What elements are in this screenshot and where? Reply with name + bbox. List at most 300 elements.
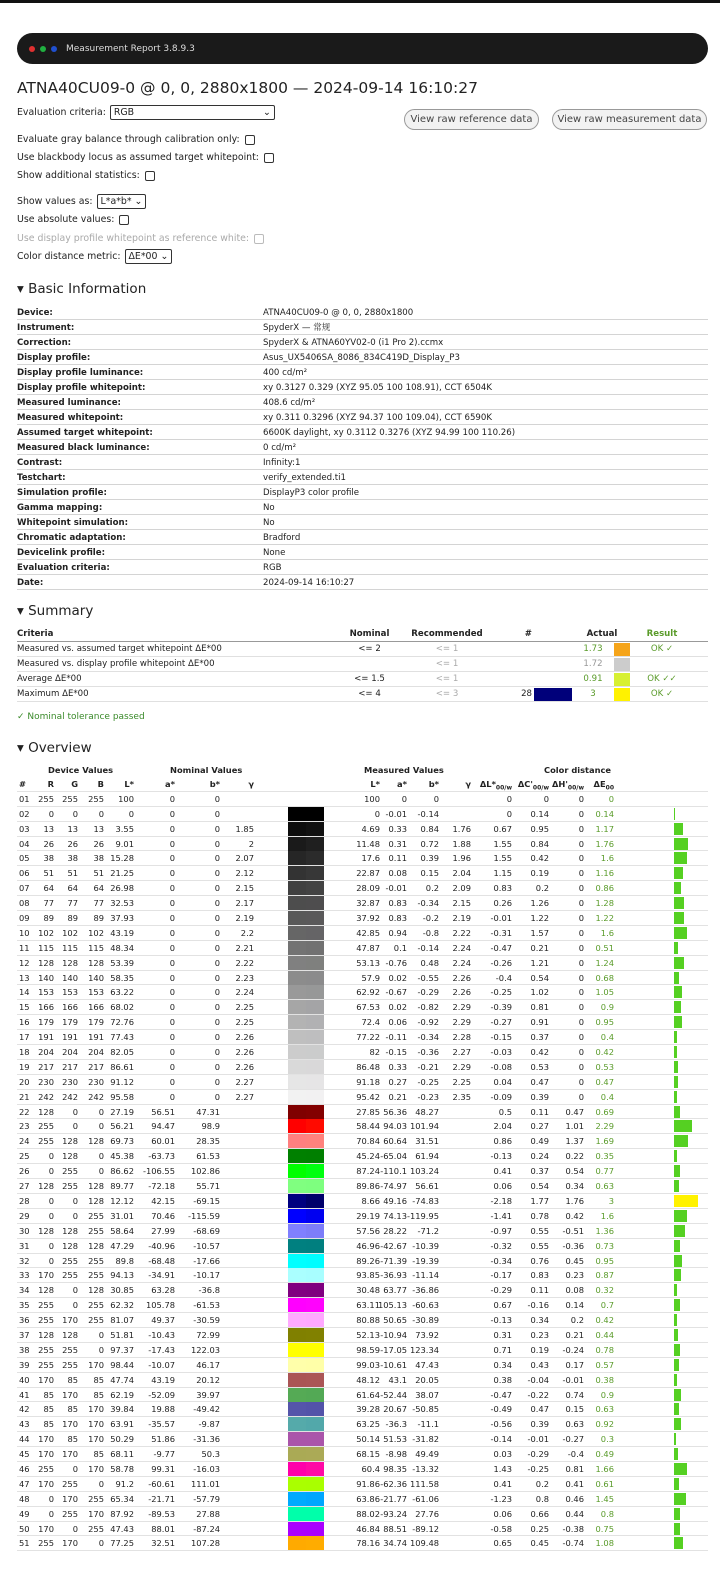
overview-cell: 0.34 [493,1359,512,1370]
overview-cell: 37.92 [356,913,380,924]
overview-row [17,1209,708,1224]
summary-row [17,642,708,657]
overview-cell: 49.49 [415,1449,439,1460]
overview-cell: 25 [19,1151,30,1162]
summary-result: OK ✓ [650,644,674,654]
overview-cell: 85 [67,1404,78,1415]
overview-cell: 0 [48,1255,54,1266]
overview-cell: 0 [169,1061,175,1072]
overview-cell: -0.21 [417,1061,439,1072]
overview-cell: 94.03 [383,1121,407,1132]
overview-row [17,1328,708,1343]
overview-cell: 0.26 [493,898,512,909]
info-label: Date: [17,578,44,588]
overview-cell: 0.53 [530,1061,549,1072]
overview-cell: 0 [214,898,220,909]
delta-e-bar [674,1061,678,1073]
blackbody-checkbox[interactable] [264,153,274,163]
delta-e-bar [674,1225,685,1237]
overview-cell: 41 [19,1389,30,1400]
overview-cell: 0 [578,1032,584,1043]
overview-row [17,1194,708,1209]
overview-cell: 1.96 [452,853,471,864]
overview-cell: 0 [214,868,220,879]
overview-cell: 0.33 [388,823,407,834]
nominal-color-swatch [288,866,306,880]
delta-e-bar [674,1284,677,1296]
overview-cell: 63.77 [383,1285,407,1296]
info-label: Whitepoint simulation: [17,518,129,528]
overview-cell: 128 [38,1225,54,1236]
overview-cell: 0.14 [530,808,549,819]
overview-heading[interactable]: ▾ Overview [17,740,92,756]
info-label: Measured luminance: [17,398,121,408]
overview-cell: 0.46 [565,1493,584,1504]
overview-cell: 1.17 [595,823,614,834]
overview-cell: 20.67 [383,1404,407,1415]
info-label: Display profile: [17,353,91,363]
overview-cell: 101.94 [409,1121,439,1132]
overview-cell: 38 [93,853,104,864]
overview-cell: 100 [364,793,380,804]
overview-cell: 128 [62,1225,78,1236]
info-label: Display profile whitepoint: [17,383,146,393]
measured-color-swatch [306,1507,324,1521]
overview-cell: 255 [88,1210,104,1221]
overview-cell: 2.26 [235,1032,254,1043]
view-raw-measurement-button[interactable]: View raw measurement data [552,109,707,130]
overview-cell: 128 [88,1181,104,1192]
overview-cell: 0.06 [493,1508,512,1519]
minimize-window-icon[interactable] [51,46,57,52]
overview-cell: 0.08 [388,868,407,879]
overview-cell: 0.54 [565,1166,584,1177]
overview-cell: 99.03 [356,1359,380,1370]
measured-color-swatch [306,1268,324,1282]
overview-cell: -10.43 [148,1329,175,1340]
overview-header-cell: L* [370,779,380,789]
overview-cell: -11.14 [412,1270,439,1281]
overview-cell: 0.78 [595,1344,614,1355]
nominal-color-swatch [288,1402,306,1416]
overview-cell: 53.13 [356,957,380,968]
overview-cell: 0 [578,793,584,804]
info-row [17,305,708,320]
overview-cell: 51 [93,868,104,879]
overview-row [17,1134,708,1149]
delta-e-bar [674,986,682,998]
overview-cell: 170 [62,1419,78,1430]
overview-cell: 10 [19,927,30,938]
overview-cell: 0.61 [595,1478,614,1489]
overview-cell: -21.71 [148,1493,175,1504]
overview-cell: 0.65 [493,1538,512,1549]
overview-cell: 0.42 [565,1210,584,1221]
overview-cell: 28.22 [383,1225,407,1236]
nominal-color-swatch [288,1254,306,1268]
overview-row [17,1164,708,1179]
overview-cell: 107.28 [190,1538,220,1549]
overview-cell: 88.01 [151,1523,175,1534]
nominal-color-swatch [288,1164,306,1178]
measured-color-swatch [306,1179,324,1193]
overview-cell: 13 [93,823,104,834]
info-value: 2024-09-14 16:10:27 [263,578,355,588]
overview-cell: 19 [19,1061,30,1072]
overview-cell: -0.29 [527,1449,549,1460]
overview-cell: 20.12 [196,1374,220,1385]
overview-cell: 115 [62,942,78,953]
overview-cell: 0.7 [600,1300,614,1311]
overview-cell: -0.14 [417,808,439,819]
overview-cell: 170 [88,1434,104,1445]
overview-cell: 0.72 [420,838,439,849]
measured-color-swatch [306,1447,324,1461]
overview-cell: 0.14 [565,1300,584,1311]
overview-cell: 0 [169,987,175,998]
nominal-color-swatch [288,971,306,985]
show-values-select[interactable]: L*a*b* ⌄ [97,194,147,209]
overview-cell: 82.05 [110,1047,134,1058]
nominal-color-swatch [288,881,306,895]
overview-cell: 0.33 [388,1061,407,1072]
overview-cell: 0.17 [565,1359,584,1370]
overview-cell: 123.34 [409,1344,439,1355]
info-row [17,455,708,470]
overview-cell: 0 [169,883,175,894]
overview-cell: 85 [67,1434,78,1445]
measured-color-swatch [306,971,324,985]
overview-cell: 255 [62,1270,78,1281]
overview-cell: 0.81 [530,1002,549,1013]
overview-cell: 0.22 [565,1151,584,1162]
overview-row [17,941,708,956]
overview-cell: 0.76 [530,1255,549,1266]
maximize-window-icon[interactable] [40,46,46,52]
overview-cell: 89.8 [115,1255,134,1266]
overview-cell: 72.76 [110,1017,134,1028]
nominal-color-swatch [288,1239,306,1253]
overview-cell: 94.13 [110,1270,134,1281]
overview-cell: 46.17 [196,1359,220,1370]
overview-row [17,1179,708,1194]
overview-row [17,1090,708,1105]
overview-cell: 26 [43,838,54,849]
overview-cell: 0 [578,1047,584,1058]
overview-cell: 2.24 [452,942,471,953]
overview-cell: 50.3 [201,1449,220,1460]
additional-stats-control: Show additional statistics: [17,170,155,181]
nominal-color-swatch [288,911,306,925]
measured-color-swatch [306,911,324,925]
overview-row [17,1507,708,1522]
overview-cell: 78.16 [356,1538,380,1549]
overview-cell: 0.73 [595,1240,614,1251]
overview-cell: 0.15 [565,1404,584,1415]
measured-color-swatch [306,822,324,836]
summary-patch-swatch [534,673,572,686]
overview-cell: 170 [38,1449,54,1460]
overview-cell: 86.61 [110,1061,134,1072]
gray-balance-checkbox[interactable] [245,135,255,145]
overview-cell: -0.47 [490,1389,512,1400]
overview-cell: 0.54 [530,1181,549,1192]
nominal-color-swatch [288,1030,306,1044]
measured-color-swatch [306,985,324,999]
overview-cell: -0.13 [490,1151,512,1162]
delta-e-bar [674,1106,680,1118]
overview-cell: 0 [98,1106,104,1117]
overview-cell: -0.27 [490,1017,512,1028]
overview-cell: 0 [608,793,614,804]
overview-cell: 255 [88,1493,104,1504]
delta-e-bar [674,1150,677,1162]
summary-heading[interactable]: ▾ Summary [17,603,94,619]
delta-e-bar [674,1046,677,1058]
overview-cell: 36 [19,1315,30,1326]
nominal-color-swatch [288,1313,306,1327]
absolute-values-control: Use absolute values: [17,214,129,225]
overview-cell: 2.15 [452,898,471,909]
overview-cell: -0.25 [527,1463,549,1474]
overview-cell: -36.86 [412,1285,439,1296]
overview-cell: -0.25 [490,987,512,998]
overview-cell: 0 [72,1210,78,1221]
basic-information-heading[interactable]: ▾ Basic Information [17,281,147,297]
delta-e-bar [674,1329,678,1341]
overview-cell: 128 [88,1195,104,1206]
overview-row [17,956,708,971]
measured-color-swatch [306,1015,324,1029]
measured-color-swatch [306,866,324,880]
overview-cell: 0.42 [595,1047,614,1058]
absolute-values-checkbox[interactable] [119,215,129,225]
overview-cell: 2.22 [452,927,471,938]
overview-cell: 0.55 [530,1240,549,1251]
measured-color-swatch [306,1388,324,1402]
info-row [17,575,708,590]
overview-cell: -30.89 [412,1315,439,1326]
overview-cell: 51.53 [383,1434,407,1445]
measured-color-swatch [306,1432,324,1446]
overview-group-label: Nominal Values [170,765,243,775]
overview-cell: 56.36 [383,1106,407,1117]
close-window-icon[interactable] [29,46,35,52]
overview-cell: 1.16 [595,868,614,879]
overview-cell: 191 [38,1032,54,1043]
overview-cell: -0.67 [385,987,407,998]
delta-e-bar [674,957,684,969]
color-distance-select[interactable]: ΔE*00 ⌄ [125,249,173,264]
additional-stats-checkbox[interactable] [145,171,155,181]
overview-cell: 57.56 [356,1225,380,1236]
overview-row [17,1402,708,1417]
overview-cell: -74.97 [380,1181,407,1192]
overview-cell: 128 [38,1285,54,1296]
overview-cell: 0 [72,1121,78,1132]
overview-cell: -0.01 [385,808,407,819]
overview-header-cell: $\Delta H'_{00/w}$ [552,779,584,792]
overview-cell: 0 [214,1047,220,1058]
overview-cell: 102 [38,927,54,938]
overview-cell: 0 [169,1002,175,1013]
overview-cell: 2.24 [452,957,471,968]
overview-cell: 47.43 [110,1523,134,1534]
overview-cell: 51.86 [151,1434,175,1445]
info-value: RGB [263,563,282,573]
overview-cell: 0.37 [530,1166,549,1177]
nominal-color-swatch [288,926,306,940]
overview-cell: 102.86 [190,1166,220,1177]
nominal-color-swatch [288,1283,306,1297]
info-row [17,350,708,365]
overview-cell: 65.34 [110,1493,134,1504]
overview-cell: 02 [19,808,30,819]
overview-cell: 0.39 [530,1419,549,1430]
overview-cell: 0 [48,808,54,819]
overview-cell: -0.31 [490,927,512,938]
overview-cell: 1.22 [530,913,549,924]
overview-cell: 0.55 [530,1225,549,1236]
measured-color-swatch [306,881,324,895]
overview-cell: 49.16 [383,1195,407,1206]
summary-recommended: <= 1 [435,659,459,669]
delta-e-bar [674,1195,698,1207]
overview-cell: 32.87 [356,898,380,909]
basic-information-table [17,305,708,590]
overview-cell: -40.96 [148,1240,175,1251]
info-label: Assumed target whitepoint: [17,428,153,438]
overview-cell: 0 [214,972,220,983]
overview-cell: 255 [88,1225,104,1236]
measured-color-swatch [306,1343,324,1357]
overview-cell: 0 [72,1463,78,1474]
overview-cell: 58.35 [110,972,134,983]
summary-actual: 3 [590,689,596,699]
overview-cell: 170 [38,1270,54,1281]
overview-cell: 153 [88,987,104,998]
overview-cell: -10.61 [380,1359,407,1370]
overview-cell: -68.48 [148,1255,175,1266]
overview-cell: 2.19 [452,913,471,924]
overview-cell: 1.37 [565,1136,584,1147]
info-label: Measured black luminance: [17,443,150,453]
nominal-color-swatch [288,1119,306,1133]
delta-e-bar [674,1180,679,1192]
nominal-color-swatch [288,1373,306,1387]
overview-cell: -0.13 [490,1315,512,1326]
info-row [17,560,708,575]
overview-cell: 0.2 [570,1315,584,1326]
overview-cell: 0 [214,838,220,849]
overview-cell: 102 [88,927,104,938]
overview-header-cell: $\Delta C'_{00/w}$ [517,779,549,792]
overview-cell: -89.53 [148,1508,175,1519]
summary-patch-swatch [534,658,572,671]
overview-row [17,1388,708,1403]
overview-cell: 0.53 [595,1061,614,1072]
overview-cell: 153 [62,987,78,998]
overview-cell: 103.24 [409,1166,439,1177]
measured-color-swatch [306,1105,324,1119]
overview-cell: 0 [72,1195,78,1206]
measured-color-swatch [306,851,324,865]
overview-cell: 22.87 [356,868,380,879]
overview-cell: 60.4 [361,1463,380,1474]
evaluation-criteria-control: Evaluation criteria: RGB ⌄ [17,105,275,120]
overview-cell: -72.18 [148,1181,175,1192]
delta-e-bar [674,823,683,835]
info-row [17,395,708,410]
nominal-color-swatch [288,1477,306,1491]
overview-cell: 30.48 [356,1285,380,1296]
overview-cell: 85 [43,1404,54,1415]
info-row [17,500,708,515]
overview-cell: 89 [43,913,54,924]
overview-cell: 56.61 [415,1181,439,1192]
overview-cell: 0.74 [565,1389,584,1400]
overview-cell: -60.63 [412,1300,439,1311]
overview-cell: 0.71 [493,1344,512,1355]
overview-cell: 0 [169,1076,175,1087]
overview-cell: -60.61 [148,1478,175,1489]
overview-cell: 0.41 [565,1478,584,1489]
overview-cell: 95.42 [356,1091,380,1102]
overview-cell: 0.94 [388,927,407,938]
delta-e-bar [674,1165,680,1177]
info-value: xy 0.3127 0.329 (XYZ 95.05 100 108.91), CCT 6504K [263,383,492,393]
overview-cell: 0.11 [530,1106,549,1117]
overview-cell: 0.41 [493,1478,512,1489]
overview-cell: 0 [214,883,220,894]
delta-e-bar [674,1418,681,1430]
overview-cell: -1.23 [490,1493,512,1504]
overview-cell: 0 [169,1017,175,1028]
info-label: Chromatic adaptation: [17,533,126,543]
measured-color-swatch [306,1209,324,1223]
overview-header-cell: # [19,779,26,789]
overview-cell: 1.28 [595,898,614,909]
overview-cell: 55.71 [196,1181,220,1192]
overview-cell: -0.14 [490,1434,512,1445]
overview-cell: 45 [19,1449,30,1460]
overview-cell: -0.01 [490,913,512,924]
overview-cell: 2.12 [235,868,254,879]
overview-cell: 46.96 [356,1240,380,1251]
view-raw-reference-button[interactable]: View raw reference data [404,109,539,130]
overview-cell: 0.95 [595,1255,614,1266]
summary-actual-swatch [614,643,630,656]
info-row [17,320,708,335]
overview-cell: 1.66 [595,1463,614,1474]
delta-e-bar [674,927,687,939]
overview-cell: 38 [19,1344,30,1355]
display-whitepoint-checkbox[interactable] [254,234,264,244]
overview-cell: 64 [67,883,78,894]
overview-cell: 56.51 [151,1106,175,1117]
evaluation-criteria-select[interactable]: RGB ⌄ [110,105,275,120]
overview-cell: -11.1 [417,1419,439,1430]
overview-cell: 0.86 [493,1136,512,1147]
overview-cell: 26 [67,838,78,849]
overview-cell: 11.48 [356,838,380,849]
summary-actual-swatch [614,688,630,701]
overview-cell: 58.64 [110,1225,134,1236]
report-heading: ATNA40CU09-0 @ 0, 0, 2880x1800 — 2024-09-14 16:10:27 [17,79,478,97]
delta-e-bar [674,972,679,984]
overview-cell: 24 [19,1136,30,1147]
overview-cell: 43.19 [110,927,134,938]
